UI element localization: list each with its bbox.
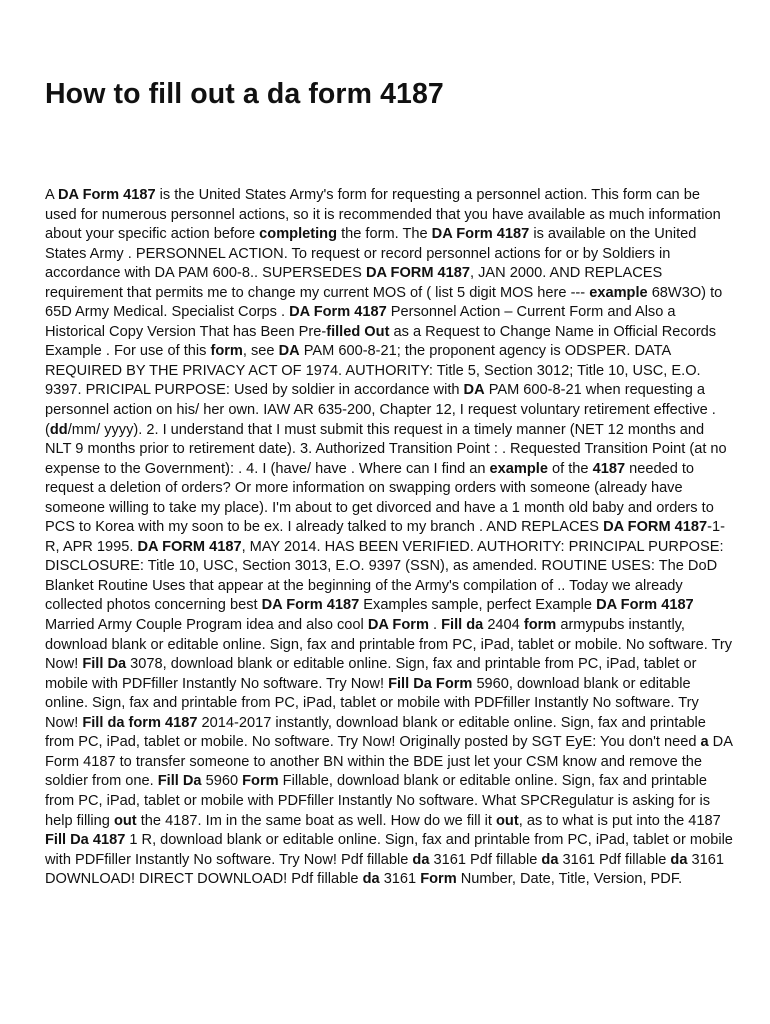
text-run: , MAY 2014. HAS BEEN VERIFIED. AUTHORITY: PRINCIPAL PURPOSE: DISCLOSURE: Title 10, USC, Section 3013, E.O. 9397 (SSN), as amended. ROUTINE USES: The DoD Blanket Routine Uses that appear at the beginning of the Army's compilation of .. Today we already collected photos concerning best bbox=[45, 538, 724, 614]
bold-text-run: 4187 bbox=[592, 460, 626, 477]
text-run: 5960 bbox=[201, 773, 243, 790]
text-run: 3161 Pdf fillable bbox=[429, 851, 542, 868]
text-run: is the United States Army's form for requesting a personnel action. This form can be used for numerous personnel actions, so it is recommended that you have available as much information about your specific action before bbox=[45, 187, 721, 243]
text-run: Fillable, download blank or editable online. Sign, fax and printable from PC, iPad, tablet or mobile with PDFfiller Instantly No software. What SPCRegulatur is asking for is help filling bbox=[45, 773, 711, 829]
text-run: . bbox=[428, 617, 442, 634]
text-run: DA Form 4187 to transfer someone to another BN within the BDE just let your CSM know and remove the soldier from one. bbox=[45, 734, 733, 790]
bold-text-run: form bbox=[523, 617, 557, 634]
text-run: , see bbox=[242, 343, 279, 360]
bold-text-run: example bbox=[589, 284, 648, 301]
text-run: 2014-2017 instantly, download blank or editable online. Sign, fax and printable from PC, iPad, tablet or mobile. No software. Try Now! Originally posted by SGT EyE: You don't need bbox=[45, 714, 706, 751]
text-run: PAM 600-8-21; the proponent agency is ODSPER. DATA REQUIRED BY THE PRIVACY ACT OF 1974. AUTHORITY: Title 5, Section 3012; Title 10, USC, E.O. 9397. PRICIPAL PURPOSE: Used by soldier in accordance with bbox=[45, 343, 701, 399]
text-run: Number, Date, Title, Version, PDF. bbox=[456, 871, 683, 888]
bold-text-run: DA Form 4187 bbox=[289, 304, 387, 321]
text-run: 1 R, download blank or editable online. Sign, fax and printable from PC, iPad, tablet or mobile with PDFfiller Instantly No software. Try Now! Pdf fillable bbox=[45, 832, 733, 868]
bold-text-run: DA FORM 4187 bbox=[365, 265, 471, 282]
bold-text-run: DA Form 4187 bbox=[261, 597, 360, 614]
bold-text-run: out bbox=[496, 812, 519, 829]
text-run: armypubs instantly, download blank or editable online. Sign, fax and printable from PC, iPad, tablet or mobile. No software. Try Now! bbox=[45, 617, 733, 673]
text-run: , as to what is put into the 4187 bbox=[518, 812, 721, 829]
bold-text-run: dd bbox=[49, 421, 68, 438]
bold-text-run: Fill da bbox=[441, 617, 484, 634]
text-run: -1-R, APR 1995. bbox=[45, 519, 725, 555]
bold-text-run: Fill Da 4187 bbox=[45, 832, 126, 849]
text-run: is available on the United States Army . PERSONNEL ACTION. To request or record personnel actions for or by Soldiers in accordance with DA PAM 600-8.. SUPERSEDES bbox=[45, 226, 697, 282]
bold-text-run: Fill Da Form bbox=[388, 675, 473, 692]
bold-text-run: filled Out bbox=[326, 323, 390, 340]
bold-text-run: DA bbox=[278, 343, 300, 360]
text-run: A bbox=[45, 187, 58, 203]
bold-text-run: DA bbox=[463, 382, 485, 399]
text-run: 2404 bbox=[483, 617, 524, 634]
text-run: Married Army Couple Program idea and also cool bbox=[45, 617, 368, 634]
bold-text-run: Fill Da bbox=[82, 656, 127, 673]
bold-text-run: DA Form bbox=[367, 617, 429, 634]
bold-text-run: example bbox=[489, 460, 548, 477]
text-run: 3161 Pdf fillable bbox=[558, 851, 671, 868]
text-run: 3161 bbox=[379, 871, 421, 888]
text-run: 5960, download blank or editable online. Sign, fax and printable from PC, iPad, tablet or mobile with PDFfiller Instantly No software. Try Now! bbox=[45, 675, 699, 731]
text-run: 68W3O) to 65D Army Medical. Specialist Corps . bbox=[45, 284, 723, 321]
bold-text-run: DA Form 4187 bbox=[57, 187, 156, 203]
bold-text-run: da bbox=[670, 851, 688, 868]
bold-text-run: DA Form 4187 bbox=[431, 226, 530, 243]
text-run: 3078, download blank or editable online. Sign, fax and printable from PC, iPad, tablet or mobile with PDFfiller Instantly No software. Try Now! bbox=[45, 656, 697, 692]
bold-text-run: a bbox=[700, 734, 709, 751]
bold-text-run: Fill da form 4187 bbox=[82, 714, 198, 731]
bold-text-run: Fill Da bbox=[157, 773, 202, 790]
text-run: the form. The bbox=[337, 226, 432, 243]
bold-text-run: Form bbox=[242, 773, 279, 790]
bold-text-run: Form bbox=[420, 871, 457, 888]
bold-text-run: DA FORM 4187 bbox=[603, 519, 708, 536]
body-paragraph bbox=[45, 186, 733, 890]
text-run: /mm/ yyyy). 2. I understand that I must submit this request in a timely manner (NET 12 months and NLT 9 months prior to retirement date). 3. Authorized Transition Point : . Requested Transition Point (at no expense to the Government): . 4. I (have/ have . Where can I find an bbox=[45, 421, 727, 477]
bold-text-run: da bbox=[362, 871, 380, 888]
text-run: Personnel Action – Current Form and Also a Historical Copy Version That has Been Pre- bbox=[45, 304, 676, 340]
text-run: Examples sample, perfect Example bbox=[359, 597, 597, 614]
text-run: , JAN 2000. AND REPLACES requirement that permits me to change my current MOS of ( list 5 digit MOS here --- bbox=[45, 265, 663, 301]
text-run: as a Request to Change Name in Official Records Example . For use of this bbox=[45, 323, 717, 360]
bold-text-run: out bbox=[113, 812, 137, 829]
bold-text-run: da bbox=[412, 851, 430, 868]
text-run: 3161 DOWNLOAD! DIRECT DOWNLOAD! Pdf fillable bbox=[45, 851, 724, 888]
bold-text-run: DA Form 4187 bbox=[596, 597, 694, 614]
bold-text-run: da bbox=[541, 851, 559, 868]
text-run: needed to request a deletion of orders? Or more information on swapping orders with someone (already have someone willing to take my place). I'm about to get divorced and have a 1 month old baby and orders to PCS to Korea with my soon to be ex. I already talked to my branch . AND REPLACES bbox=[45, 460, 714, 536]
text-run: PAM 600-8-21 when requesting a personnel action on his/ her own. IAW AR 635-200, Chapter 12, I request voluntary retirement effective . ( bbox=[45, 382, 716, 438]
page-title: How to fill out a da form 4187 bbox=[45, 78, 444, 110]
text-run: the 4187. Im in the same boat as well. How do we fill it bbox=[136, 812, 497, 829]
text-run: of the bbox=[547, 460, 593, 477]
bold-text-run: form bbox=[210, 343, 243, 360]
bold-text-run: completing bbox=[259, 226, 338, 243]
bold-text-run: DA FORM 4187 bbox=[137, 538, 242, 555]
